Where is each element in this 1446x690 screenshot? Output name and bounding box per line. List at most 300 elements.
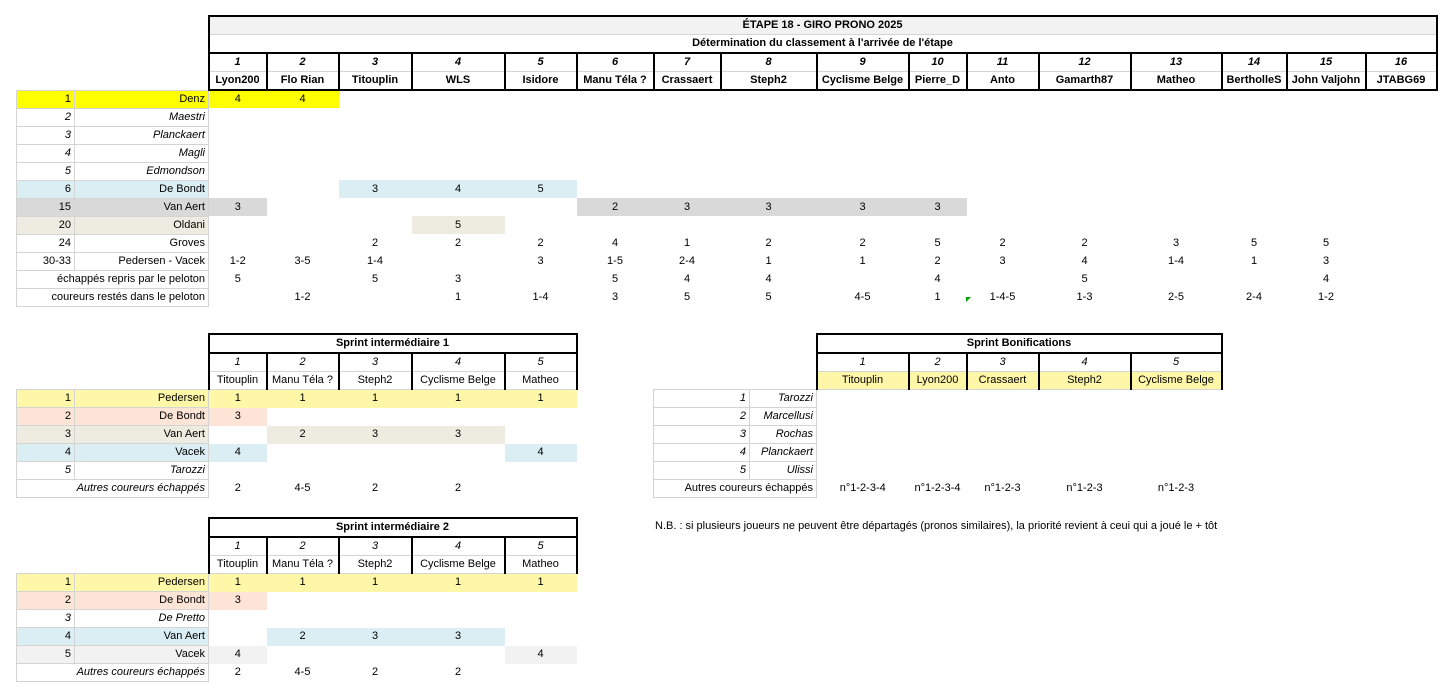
prediction-cell (267, 408, 339, 426)
prediction-cell (209, 180, 267, 198)
player-name: Crassaert (654, 72, 721, 91)
prediction-cell (209, 610, 267, 628)
standings-row (17, 216, 1437, 234)
prediction-cell: 2 (371, 666, 379, 678)
player-name: Pierre_D (909, 72, 967, 91)
prediction-cell (505, 480, 577, 498)
prediction-cell (1287, 198, 1366, 216)
prediction-cell (339, 462, 412, 480)
prediction-cell (209, 108, 267, 126)
prediction-cell (1039, 108, 1131, 126)
prediction-cell (817, 444, 909, 462)
prediction-cell (654, 108, 721, 126)
prediction-cell (1039, 462, 1131, 480)
prediction-cell (412, 144, 505, 162)
prediction-cell (209, 426, 267, 444)
prediction-cell (967, 180, 1039, 198)
player-number: 4 (412, 537, 505, 556)
prediction-cell: 2 (267, 628, 339, 646)
prediction-cell (967, 108, 1039, 126)
player-name: Steph2 (721, 72, 817, 91)
prediction-cell (909, 108, 967, 126)
prediction-cell (1131, 144, 1222, 162)
prediction-cell (654, 126, 721, 144)
rider-name: Pedersen (75, 574, 209, 592)
cell-comment-marker (966, 297, 971, 302)
sprint-row (17, 610, 577, 628)
prediction-cell: 1 (209, 390, 267, 408)
bonif-table (653, 333, 1223, 498)
rider-name: Van Aert (75, 426, 209, 444)
rider-name: Pedersen (75, 390, 209, 408)
prediction-cell: 3 (721, 198, 817, 216)
prediction-cell (267, 592, 339, 610)
prediction-cell (339, 216, 412, 234)
prediction-cell: 5 (505, 180, 577, 198)
prediction-cell: 4 (765, 272, 772, 285)
prediction-cell (1366, 144, 1437, 162)
prediction-cell (209, 126, 267, 144)
prediction-cell (817, 90, 909, 108)
prediction-cell: n°1-2-3-4 (839, 482, 886, 494)
prediction-cell: 1 (339, 574, 412, 592)
prediction-cell (267, 610, 339, 628)
bonif-row (654, 408, 1222, 426)
player-name: Lyon200 (909, 372, 967, 390)
rider-name: Edmondson (75, 162, 209, 180)
prediction-cell: 1 (683, 236, 691, 249)
prediction-cell (909, 144, 967, 162)
prediction-cell (817, 426, 909, 444)
prediction-cell: 1-2 (229, 254, 246, 267)
prediction-cell (505, 270, 577, 288)
player-number: 6 (577, 53, 654, 72)
prediction-cell (721, 144, 817, 162)
rank-position: 1 (17, 574, 75, 592)
prediction-cell (339, 444, 412, 462)
player-name: Manu Téla ? (267, 556, 339, 574)
player-number: 4 (1039, 353, 1131, 372)
standings-row (17, 144, 1437, 162)
bonif-title: Sprint Bonifications (817, 334, 1222, 353)
prediction-cell: 2 (765, 236, 772, 249)
prediction-cell (1366, 162, 1437, 180)
prediction-cell (1039, 216, 1131, 234)
sprint-row (17, 390, 577, 408)
prediction-cell (1222, 108, 1287, 126)
sprint-row (17, 444, 577, 462)
row-label: échappés repris par le peloton (17, 270, 209, 288)
others-row (17, 480, 577, 498)
player-name: Cyclisme Belge (817, 72, 909, 91)
prediction-cell (1039, 426, 1131, 444)
prediction-cell (1131, 408, 1222, 426)
prediction-cell: 4 (267, 90, 339, 108)
prediction-cell (267, 180, 339, 198)
standings-row (17, 90, 1437, 108)
others-row (654, 480, 1222, 498)
prediction-cell (412, 108, 505, 126)
prediction-cell: n°1-2-3 (984, 482, 1021, 494)
prediction-cell (909, 162, 967, 180)
rank-position: 3 (654, 426, 750, 444)
prediction-cell: 3 (654, 198, 721, 216)
prediction-cell: 1 (765, 254, 772, 267)
player-name: Titouplin (209, 372, 267, 390)
prediction-cell: 2 (934, 254, 941, 267)
prediction-cell: 1 (209, 574, 267, 592)
prediction-cell (654, 216, 721, 234)
prediction-cell (209, 234, 267, 252)
rank-position: 5 (17, 162, 75, 180)
prediction-cell (909, 180, 967, 198)
prediction-cell (505, 610, 577, 628)
prediction-cell (505, 216, 577, 234)
prediction-cell: 5 (1322, 236, 1330, 249)
player-number: 5 (505, 53, 577, 72)
player-name: Flo Rian (267, 72, 339, 91)
prediction-cell (1222, 216, 1287, 234)
rank-position: 1 (654, 390, 750, 408)
prediction-cell: 3 (209, 592, 267, 610)
prediction-cell: n°1-2-3 (1066, 482, 1103, 494)
prediction-cell (339, 162, 412, 180)
prediction-cell (505, 144, 577, 162)
prediction-cell (1039, 126, 1131, 144)
prediction-cell: 5 (934, 236, 941, 249)
rank-position: 2 (17, 108, 75, 126)
prediction-cell (412, 126, 505, 144)
prediction-cell (967, 90, 1039, 108)
prediction-cell: 2 (454, 236, 462, 249)
rider-name: Groves (75, 234, 209, 252)
prediction-cell (412, 592, 505, 610)
prediction-cell (267, 444, 339, 462)
prediction-cell: 2-4 (679, 254, 695, 267)
player-number: 7 (654, 53, 721, 72)
prediction-cell (339, 198, 412, 216)
prediction-cell (721, 108, 817, 126)
prediction-cell (1222, 144, 1287, 162)
prediction-cell: 1 (454, 290, 462, 303)
prediction-cell (1131, 90, 1222, 108)
prediction-cell (1039, 90, 1131, 108)
standings-row (17, 252, 1437, 270)
prediction-cell: 2 (234, 666, 241, 678)
rider-name: Van Aert (75, 198, 209, 216)
prediction-cell: 3 (412, 628, 505, 646)
others-label: Autres coureurs échappés (654, 480, 817, 498)
prediction-cell (967, 162, 1039, 180)
prediction-cell (1131, 126, 1222, 144)
player-name: WLS (412, 72, 505, 91)
prediction-cell (967, 216, 1039, 234)
prediction-cell (505, 592, 577, 610)
player-number: 10 (909, 53, 967, 72)
rider-name: Maestri (75, 108, 209, 126)
prediction-cell: 1-3 (1076, 290, 1093, 303)
prediction-cell: 3 (817, 198, 909, 216)
prediction-cell (339, 646, 412, 664)
prediction-cell (1287, 108, 1366, 126)
bonif-row (654, 390, 1222, 408)
prediction-cell (267, 144, 339, 162)
prediction-cell (267, 162, 339, 180)
prediction-cell (1222, 198, 1287, 216)
sprint-1-table (16, 333, 578, 498)
prediction-cell (1287, 180, 1366, 198)
sprint-row (17, 592, 577, 610)
prediction-cell (967, 270, 1039, 288)
prediction-cell (505, 426, 577, 444)
prediction-cell (1222, 270, 1287, 288)
rank-position: 4 (654, 444, 750, 462)
sprint-row (17, 628, 577, 646)
prediction-cell (505, 108, 577, 126)
rank-position: 3 (17, 426, 75, 444)
rider-name: Vacek (75, 444, 209, 462)
rank-position: 3 (17, 610, 75, 628)
prediction-cell: 2 (454, 482, 462, 494)
prediction-cell (267, 198, 339, 216)
prediction-cell: 5 (1081, 272, 1088, 285)
prediction-cell (817, 108, 909, 126)
prediction-cell (209, 462, 267, 480)
rank-position: 24 (17, 234, 75, 252)
prediction-cell: n°1-2-3 (1157, 482, 1195, 494)
sprint-1-title: Sprint intermédiaire 1 (209, 334, 577, 353)
standings-row (17, 108, 1437, 126)
prediction-cell (1366, 126, 1437, 144)
prediction-cell (1131, 216, 1222, 234)
prediction-cell: 5 (611, 272, 619, 285)
prediction-cell: 2 (537, 236, 544, 249)
player-name: Steph2 (339, 372, 412, 390)
player-number: 5 (505, 353, 577, 372)
player-number: 4 (412, 353, 505, 372)
rider-name: Vacek (75, 646, 209, 664)
player-name: Matheo (505, 372, 577, 390)
player-name: Isidore (505, 72, 577, 91)
prediction-cell (721, 162, 817, 180)
rider-name: De Bondt (75, 592, 209, 610)
prediction-cell: 3 (209, 198, 267, 216)
player-number: 11 (967, 53, 1039, 72)
player-number: 1 (209, 53, 267, 72)
prediction-cell (412, 252, 505, 270)
prediction-cell: 3 (339, 426, 412, 444)
sprint-row (17, 646, 577, 664)
prediction-cell: 2 (371, 482, 379, 494)
rank-position: 5 (17, 646, 75, 664)
prediction-cell: 5 (765, 290, 772, 303)
player-name: Titouplin (339, 72, 412, 91)
prediction-cell: 2-5 (1168, 290, 1184, 303)
prediction-cell (1222, 90, 1287, 108)
prediction-cell (412, 646, 505, 664)
prediction-cell: 3 (1322, 254, 1330, 267)
rank-position: 2 (17, 408, 75, 426)
prediction-cell (1039, 162, 1131, 180)
prediction-cell: 3 (537, 254, 544, 267)
prediction-cell: n°1-2-3-4 (914, 482, 961, 494)
prediction-cell (1287, 216, 1366, 234)
prediction-cell (1131, 180, 1222, 198)
sprint-row (17, 426, 577, 444)
bonif-row (654, 426, 1222, 444)
prediction-cell (505, 198, 577, 216)
prediction-cell (339, 610, 412, 628)
prediction-cell (209, 162, 267, 180)
prediction-cell: 1 (1250, 254, 1258, 267)
prediction-cell (1222, 162, 1287, 180)
prediction-cell: 1-4 (367, 254, 383, 267)
prediction-cell (1366, 252, 1437, 270)
prediction-cell (967, 144, 1039, 162)
prediction-cell: 4-5 (294, 482, 311, 494)
standings-row (17, 180, 1437, 198)
player-number: 2 (267, 53, 339, 72)
prediction-cell (1366, 270, 1437, 288)
player-name: Titouplin (209, 556, 267, 574)
prediction-cell (412, 610, 505, 628)
bonif-row (654, 444, 1222, 462)
prediction-cell (817, 162, 909, 180)
prediction-cell (505, 628, 577, 646)
prediction-cell: 5 (1250, 236, 1258, 249)
standings-row (17, 198, 1437, 216)
prediction-cell: 4 (209, 646, 267, 664)
prediction-cell (505, 408, 577, 426)
sprint-2-table (16, 517, 578, 682)
player-number: 14 (1222, 53, 1287, 72)
rider-name: Denz (75, 90, 209, 108)
player-number: 5 (1131, 353, 1222, 372)
player-name: Manu Téla ? (577, 72, 654, 91)
player-number: 2 (267, 353, 339, 372)
prediction-cell (505, 162, 577, 180)
prediction-cell (721, 216, 817, 234)
prediction-cell (1131, 390, 1222, 408)
prediction-cell: 3-5 (294, 254, 311, 267)
prediction-cell (1039, 144, 1131, 162)
prediction-cell (1366, 108, 1437, 126)
prediction-cell: 5 (371, 272, 379, 285)
prediction-cell (1039, 180, 1131, 198)
prediction-cell (909, 216, 967, 234)
others-label: Autres coureurs échappés (17, 664, 209, 682)
prediction-cell (1131, 162, 1222, 180)
rank-position: 6 (17, 180, 75, 198)
prediction-cell (577, 144, 654, 162)
prediction-cell (1131, 270, 1222, 288)
prediction-cell: 3 (339, 180, 412, 198)
prediction-cell (654, 90, 721, 108)
prediction-cell: 4-5 (294, 666, 311, 678)
player-number: 13 (1131, 53, 1222, 72)
standings-row (17, 126, 1437, 144)
prediction-cell (1131, 108, 1222, 126)
player-number: 9 (817, 53, 909, 72)
player-name: Anto (967, 72, 1039, 91)
player-number: 2 (909, 353, 967, 372)
rank-position: 3 (17, 126, 75, 144)
player-name: BertholleS (1222, 72, 1287, 91)
prediction-cell (817, 390, 909, 408)
rank-position: 30-33 (17, 252, 75, 270)
prediction-cell: 4-5 (854, 290, 871, 303)
player-number: 16 (1366, 53, 1437, 72)
prediction-cell (721, 90, 817, 108)
sprint-2-title: Sprint intermédiaire 2 (209, 518, 577, 537)
prediction-cell (909, 90, 967, 108)
prediction-cell: 3 (209, 408, 267, 426)
prediction-cell (209, 144, 267, 162)
prediction-cell: 2 (577, 198, 654, 216)
prediction-cell (267, 646, 339, 664)
prediction-cell: 3 (454, 272, 462, 285)
prediction-cell (721, 126, 817, 144)
prediction-cell: 1 (505, 574, 577, 592)
note-text: N.B. : si plusieurs joueurs ne peuvent être départagés (pronos similaires), la priorité revient à ceui qui a joué le + tôt (655, 520, 1218, 532)
rider-name: De Bondt (75, 408, 209, 426)
prediction-cell (1287, 144, 1366, 162)
rider-name: Oldani (75, 216, 209, 234)
prediction-cell (967, 126, 1039, 144)
prediction-cell (505, 126, 577, 144)
rider-name: Pedersen - Vacek (75, 252, 209, 270)
main-subtitle: Détermination du classement à l'arrivée de l'étape (209, 35, 1437, 54)
standings-row (17, 288, 1437, 306)
prediction-cell (1131, 444, 1222, 462)
prediction-cell (909, 444, 967, 462)
prediction-cell (817, 462, 909, 480)
others-row (17, 664, 577, 682)
prediction-cell (1222, 180, 1287, 198)
prediction-cell (909, 426, 967, 444)
prediction-cell (412, 198, 505, 216)
standings-row (17, 162, 1437, 180)
rank-position: 1 (17, 390, 75, 408)
rider-name: Magli (75, 144, 209, 162)
rank-position: 2 (17, 592, 75, 610)
player-number: 3 (339, 53, 412, 72)
rank-position: 4 (17, 628, 75, 646)
prediction-cell: 1 (339, 390, 412, 408)
prediction-cell (209, 216, 267, 234)
player-name: JTABG69 (1366, 72, 1437, 91)
prediction-cell (967, 408, 1039, 426)
prediction-cell (654, 144, 721, 162)
player-number: 15 (1287, 53, 1366, 72)
player-name: Manu Téla ? (267, 372, 339, 390)
prediction-cell (577, 90, 654, 108)
player-name: Steph2 (1039, 372, 1131, 390)
prediction-cell: 1-4-5 (989, 290, 1016, 303)
prediction-cell: 2-4 (1246, 290, 1262, 303)
prediction-cell (577, 162, 654, 180)
prediction-cell (339, 592, 412, 610)
prediction-cell (267, 126, 339, 144)
prediction-cell (267, 462, 339, 480)
prediction-cell (909, 462, 967, 480)
prediction-cell: 5 (234, 272, 241, 285)
prediction-cell: 2 (999, 236, 1006, 249)
rank-position: 4 (17, 144, 75, 162)
prediction-cell: 4 (209, 90, 267, 108)
player-number: 3 (339, 353, 412, 372)
prediction-cell (339, 144, 412, 162)
